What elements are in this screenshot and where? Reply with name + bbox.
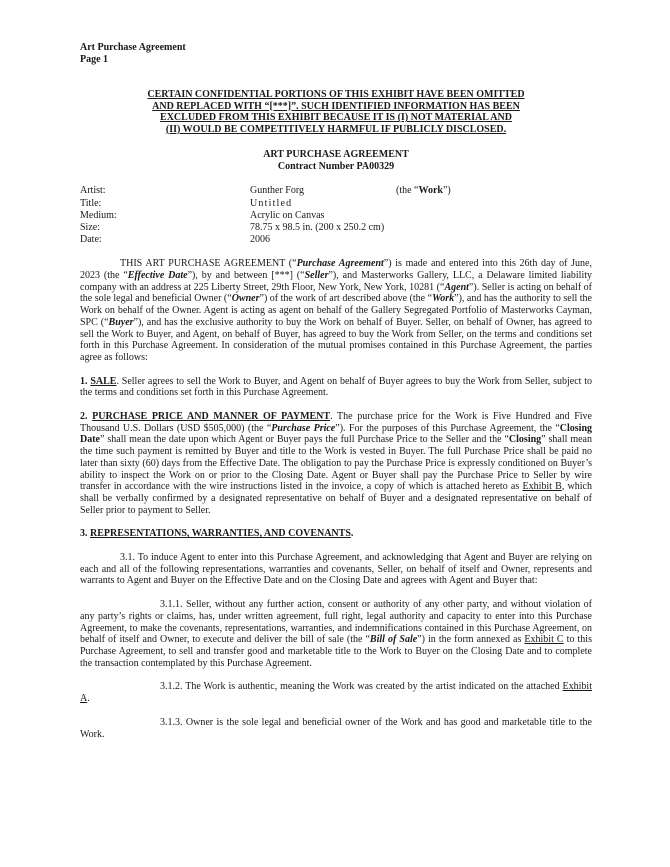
clause-3-1-2: 3.1.2. The Work is authentic, meaning the Work was created by the artist indicated on the attached Exhibit A. (80, 681, 592, 705)
header-page-number: Page 1 (80, 53, 109, 65)
exhibit-c-reference: Exhibit C (524, 634, 564, 646)
section-representations: 3. REPRESENTATIONS, WARRANTIES, AND COVENANTS. (80, 528, 354, 540)
clause-3-1-3: 3.1.3. Owner is the sole legal and beneficial owner of the Work and has good and marketable title to the Work. (80, 716, 592, 740)
section-heading: SALE (90, 375, 117, 387)
date-value: 2006 (250, 234, 270, 246)
title-row (80, 198, 592, 210)
exhibit-b-reference: Exhibit B (522, 481, 562, 493)
contract-number: Contract Number PA00329 (277, 160, 395, 172)
work-prefix: (the “ (396, 185, 419, 197)
section-sale: 1. SALE. Seller agrees to sell the Work to Buyer, and Agent on behalf of Buyer agrees to buy the Work from Seller, subject to the terms and conditions set forth in this Purchase Agreement. (80, 375, 593, 399)
artwork-details (80, 185, 592, 246)
artist-value: Gunther Forg (250, 185, 304, 197)
title-value: Untitled (250, 197, 293, 209)
size-label: Size: (80, 221, 100, 233)
work-definition (396, 185, 451, 197)
intro-paragraph: THIS ART PURCHASE AGREEMENT (“Purchase Agreement”) is made and entered into this 26th day of June, 2023 (the “Effective Date”), by and between [***] (“Seller”), and Masterworks Gallery, LLC, a Delaware limited liability company with an address at 225 Liberty Street, 29th Floor, New York, New York, 10281 (“Agent”). Seller is acting on behalf of the sole legal and beneficial Owner (“Owner”) of the work of art described above (the “Work”), and has the authority to sell the Work on behalf of the Owner. Agent is acting as agent on behalf of the Gallery Segregated Portfolio of Masterworks Cayman, SPC (“Buyer”), and has the exclusive authority to buy the Work on behalf of Buyer. Seller, on behalf of Owner, has agreed to sell the Work to Buyer, and Agent, on behalf of Buyer, has agreed to buy the Work from Seller, on the terms and conditions set forth in this Purchase Agreement. In consideration of the mutual promises contained in this Purchase Agreement, the parties agree as follows: (80, 258, 593, 363)
running-header (80, 42, 592, 65)
confidential-notice (80, 89, 592, 135)
section-number: 2. (80, 411, 93, 423)
agreement-title: ART PURCHASE AGREEMENT (263, 149, 409, 161)
exhibit-a-reference: Exhibit A (80, 681, 592, 705)
artist-row (80, 185, 592, 197)
medium-value: Acrylic on Canvas (250, 209, 325, 221)
medium-row (80, 210, 592, 222)
size-row (80, 222, 592, 234)
section-number: 1. (80, 375, 91, 387)
section-purchase-price: 2. PURCHASE PRICE AND MANNER OF PAYMENT. The purchase price for the Work is Five Hundred and Five Thousand U.S. Dollars (USD $505,000) (the “Purchase Price”). For the purposes of this Purchase Agreement, the “Closing Date” shall mean the date upon which Agent or Buyer pays the full Purchase Price to the Seller and the “Closing” shall mean the time such payment is remitted by Buyer and title to the Work is vested in Buyer. The full Purchase Price shall be paid no later than sixty (60) days from the Effective Date. The obligation to pay the Purchase Price is expressly conditioned on Buyer’s ability to inspect the Work on or prior to the Closing Date. Agent or Buyer shall pay the Purchase Price to Seller by wire transfer in accordance with the wire instructions listed in the invoice, a copy of which is attached hereto as Exhibit B, which shall be verbally confirmed by a designated representative on behalf of Buyer and a designated representative on behalf of Seller prior to payment to Seller. (80, 411, 593, 516)
section-heading: REPRESENTATIONS, WARRANTIES, AND COVENANTS (90, 528, 351, 540)
date-row (80, 234, 592, 246)
clause-3-1: 3.1. To induce Agent to enter into this Purchase Agreement, and acknowledging that Agent and Buyer are relying on each and all of the following representations, warranties and covenants, Seller, on behalf of itself and Owner, represents and warrants to Agent and Buyer on the Effective Date and on the Closing Date and agrees with Agent and Buyer that: (80, 552, 592, 587)
notice-line: CERTAIN CONFIDENTIAL PORTIONS OF THIS EXHIBIT HAVE BEEN OMITTED (147, 89, 525, 100)
title-label: Title: (80, 197, 102, 209)
agreement-title-block (80, 149, 592, 172)
section-heading: PURCHASE PRICE AND MANNER OF PAYMENT (92, 411, 331, 423)
work-term: Work (418, 185, 443, 197)
clause-3-1-1: 3.1.1. Seller, without any further action, consent or authority of any other party, and without violation of any party’s rights or claims, has, under written agreement, full right, legal authority and capacity to enter into this Purchase Agreement, to make the covenants, representations, warranties, and indemnifications contained in this Purchase Agreement, on behalf of itself and Owner, to execute and deliver the bill of sale (the “Bill of Sale”) in the form annexed as Exhibit C to this Purchase Agreement, to sell and transfer good and marketable title to the Work to Buyer on the Closing Date and to complete the transaction contemplated by this Purchase Agreement. (80, 599, 592, 669)
header-title: Art Purchase Agreement (80, 42, 186, 53)
section-number: 3. (80, 528, 90, 540)
size-value: 78.75 x 98.5 in. (200 x 250.2 cm) (250, 221, 385, 233)
work-suffix: ”) (442, 185, 451, 197)
document-page (80, 42, 592, 740)
notice-line: (II) WOULD BE COMPETITIVELY HARMFUL IF PUBLICLY DISCLOSED. (165, 123, 507, 135)
medium-label: Medium: (80, 209, 117, 221)
date-label: Date: (80, 234, 102, 246)
artist-label: Artist: (80, 185, 106, 197)
notice-line: AND REPLACED WITH “[***]”. SUCH IDENTIFIED INFORMATION HAS BEEN (152, 100, 520, 112)
notice-line: EXCLUDED FROM THIS EXHIBIT BECAUSE IT IS (I) NOT MATERIAL AND (160, 112, 512, 124)
